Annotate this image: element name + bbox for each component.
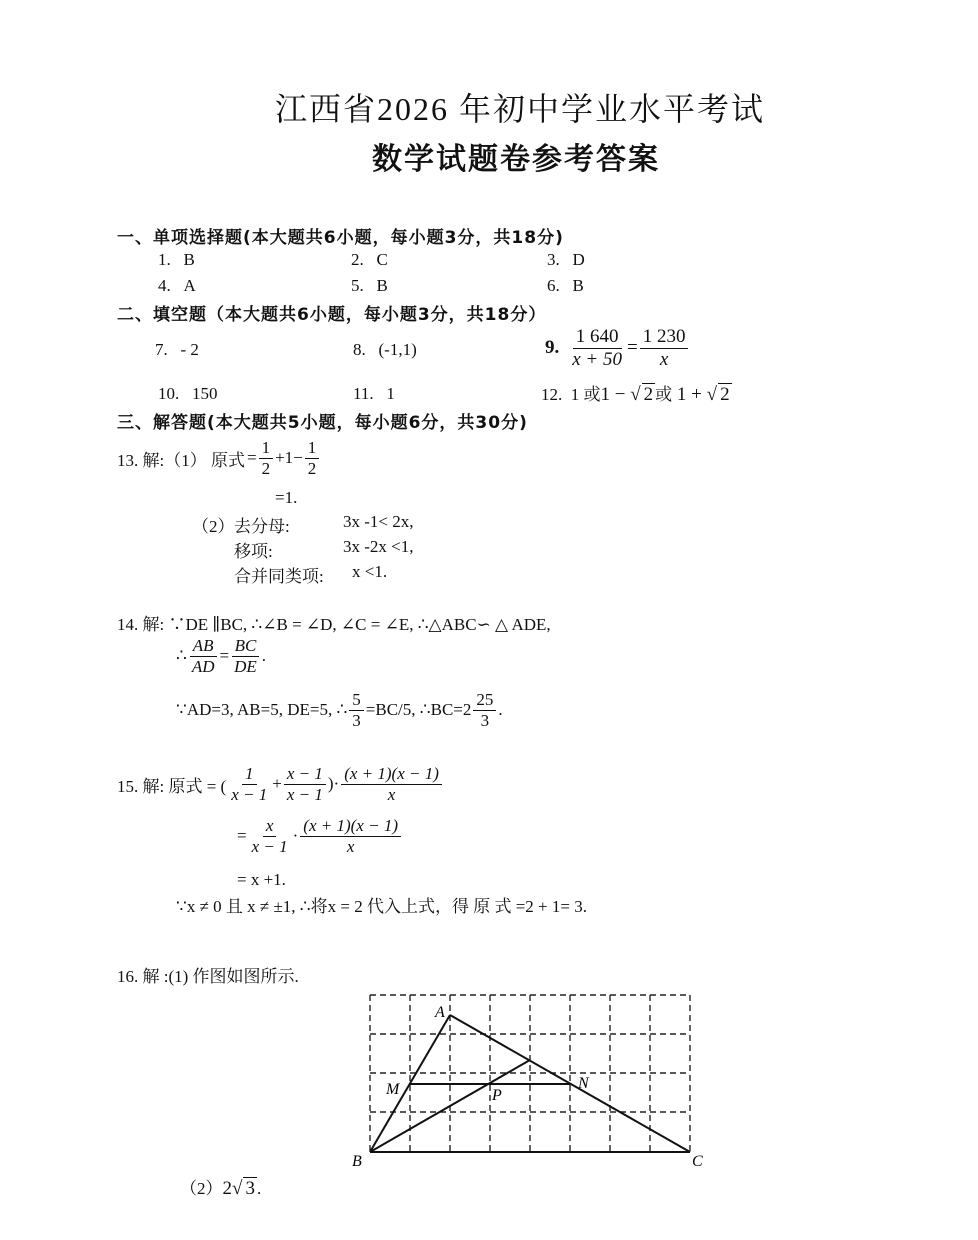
q13-part2-label: （2） — [192, 517, 235, 536]
q13-step-label: 合并同类项: — [234, 567, 324, 586]
answer-item: 3. D — [547, 250, 585, 269]
q14-line1: 14. 解: ∵DE ∥BC, ∴∠B = ∠D, ∠C = ∠E, ∴△ABC∽ △ ADE, — [117, 615, 551, 634]
answer-item: 7. - 2 — [155, 340, 199, 359]
answer-item: 11. 1 — [353, 384, 395, 403]
answer-item-fraction-equation: 9. $\frac{1 640}{x + 50}$ = $\frac{1 230}{x}$ — [545, 326, 690, 371]
label-A: A — [435, 1004, 445, 1021]
answer-item: 8. (-1,1) — [353, 340, 417, 359]
q13-step: x <1. — [352, 562, 388, 581]
answer-item: 6. B — [547, 276, 584, 295]
label-P: P — [492, 1087, 502, 1104]
page-subtitle: 数学试题卷参考答案 — [372, 142, 660, 177]
answer-item: 4. A — [158, 276, 196, 295]
answer-item: 5. B — [351, 276, 388, 295]
answer-item: 1. B — [158, 250, 195, 269]
label-M: M — [386, 1081, 400, 1098]
answer-item: 10. 150 — [158, 384, 218, 403]
q16-line1: 16. 解 :(1) 作图如图所示. — [117, 967, 299, 986]
q14-line2: ∴ $\frac{AB}{AD}$ = $\frac{BC}{DE}$ . — [176, 636, 267, 676]
q13-result: =1. — [275, 488, 298, 507]
section-heading-fill: 二、填空题（本大题共6小题，每小题3分，共18分） — [117, 305, 547, 325]
q13-step: 3x -1< 2x, — [343, 512, 414, 531]
q13-step-label: 去分母: — [234, 517, 290, 536]
q15-line1: 15. 解: 原式 = ( $\frac{1}{x - 1}$ + $\frac{x - 1}{x - 1}$ )· $\frac{(x + 1)(x - 1)}{x}$ — [117, 764, 444, 804]
q13-line1: 13. 解:（1） 原式 = $\frac{1}{2}$ +1− $\frac{1}{2}$ — [117, 438, 321, 478]
answer-item-radicals: 12. 1 或1 − √ 2 或 1 + √ 2 — [541, 384, 730, 405]
q15-line3: = x +1. — [237, 870, 286, 889]
q13-step-label: 移项: — [234, 542, 273, 561]
answer-item: 2. C — [351, 250, 388, 269]
dashed-grid — [370, 995, 690, 1152]
q14-line3: ∵AD=3, AB=5, DE=5, ∴ $\frac{5}{3}$ =BC/5, ∴BC=2 $\frac{25}{3}$ . — [176, 690, 503, 730]
grid-triangle-figure — [340, 985, 720, 1175]
q15-line4: ∵x ≠ 0 且 x ≠ ±1, ∴将x = 2 代入上式，得 原 式 =2 + 1= 3. — [176, 897, 587, 916]
label-C: C — [692, 1153, 703, 1170]
section-heading-choice: 一、单项选择题(本大题共6小题，每小题3分，共18分) — [117, 228, 564, 248]
section-heading-solve: 三、解答题(本大题共5小题，每小题6分，共30分) — [117, 413, 528, 433]
label-N: N — [578, 1075, 589, 1092]
q13-step: 3x -2x <1, — [343, 537, 414, 556]
label-B: B — [352, 1153, 362, 1170]
q15-line2: = $\frac{x}{x - 1}$ · $\frac{(x + 1)(x - 1)}{x}$ — [237, 816, 403, 856]
q16-part2: （2）2√ 3 . — [180, 1178, 262, 1199]
page-title: 江西省2026 年初中学业水平考试 — [275, 91, 766, 127]
